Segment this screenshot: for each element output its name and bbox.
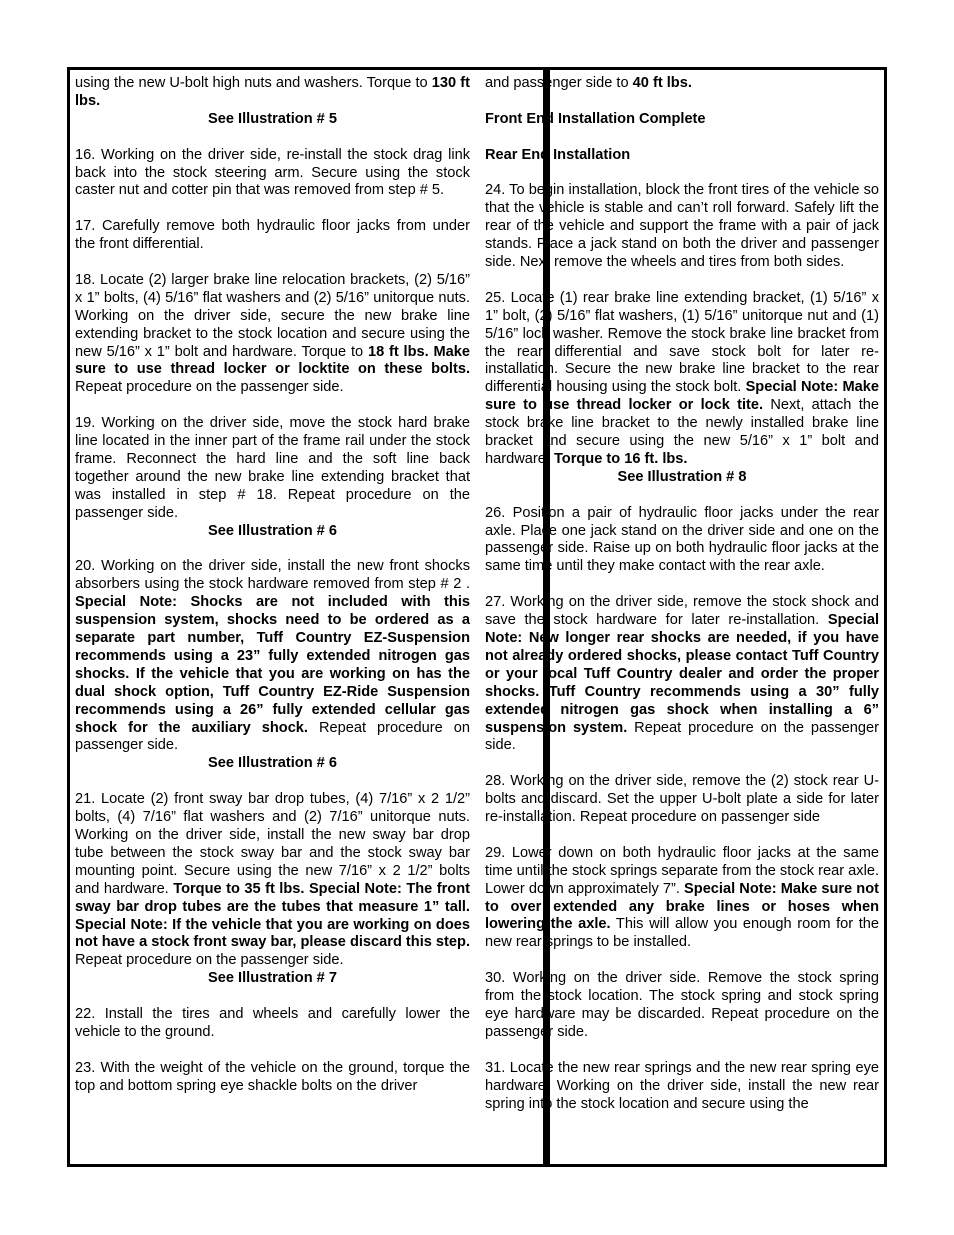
step-16: 16. Working on the driver side, re-install the stock drag link back into the stock steering arm. Secure using the stock caster nut and cotter pin that was removed from step # 5. [75, 146, 470, 199]
illustration-6-ref-b: See Illustration # 6 [208, 755, 337, 772]
step-24: 24. To begin installation, block the front tires of the vehicle so that the vehicle is stable and can’t roll forward. Safely lift the rear of the vehicle and support the frame with a pair of jack stands. Place a jack stand on both the driver and passenger side. Next remove the wheels and tires from both sides. [485, 182, 879, 271]
step-27: 27. Working on the driver side, remove the stock shock and save the stock hardware for later re-installation. Special Note: New longer rear shocks are needed, if you have not already ordered shocks, please contact Tuff Country or your local Tuff Country dealer and order the proper shocks. Tuff Country recommends using a 30” fully extended nitrogen gas shock when installing a 6” suspension system. Repeat procedure on the passenger side. [485, 594, 880, 754]
step-25: 25. Locate (1) rear brake line extending bracket, (1) 5/16” x 1” bolt, (2) 5/16” flat washers, (1) 5/16” unitorque nut and (1) 5/16” lock washer. Remove the stock brake line bracket from the rear differential and save stock bolt for later re-installation. Secure the new brake line bracket to the rear differential housing using the stock bolt. Special Note: Make sure to use thread locker or lock tite. Next, attach the stock brake line bracket to the newly installed brake line bracket and secure using the new 5/16” x 1” bolt and hardware. Torque to 16 ft. lbs. [485, 289, 879, 467]
page-frame [67, 67, 887, 1167]
step-31: 31. Locate the new rear springs and the new rear spring eye hardware. Working on the driver side, install the new rear spring into the stock location and secure using the [485, 1059, 879, 1112]
step-22: 22. Install the tires and wheels and carefully lower the vehicle to the ground. [75, 1006, 470, 1040]
step-18: 18. Locate (2) larger brake line relocation brackets, (2) 5/16” x 1” bolts, (4) 5/16” flat washers and (2) 5/16” unitorque nuts. Working on the driver side, secure the new brake line extending bracket to the stock location and secure using the new 5/16” x 1” bolt and hardware. Torque to 18 ft lbs. Make sure to use thread locker or locktite on these bolts. Repeat procedure on the passenger side. [75, 271, 470, 396]
illustration-5-ref: See Illustration # 5 [208, 110, 337, 127]
left-intro-paragraph: using the new U-bolt high nuts and washers. Torque to 130 ft lbs. [75, 75, 470, 109]
step-23: 23. With the weight of the vehicle on the ground, torque the top and bottom spring eye shackle bolts on the driver [75, 1059, 470, 1094]
front-end-complete-heading: Front End Installation Complete [485, 110, 706, 127]
step-29: 29. Lower down on both hydraulic floor jacks at the same time until the stock springs separate from the stock rear axle. Lower down approximately 7”. Special Note: Make sure not to over extended any brake lines or hoses when lowering the axle. This will allow you enough room for the new rear springs to be installed. [485, 844, 879, 951]
right-column [485, 75, 879, 1113]
step-19: 19. Working on the driver side, move the stock hard brake line located in the inner part of the frame rail under the stock frame. Reconnect the hard line and the soft line back together around the new brake line extending bracket that was installed in step # 18. Repeat procedure on the passenger side. [75, 415, 470, 521]
step-17: 17. Carefully remove both hydraulic floor jacks from under the front differential. [75, 218, 470, 253]
illustration-6-ref-a: See Illustration # 6 [208, 522, 337, 539]
illustration-7-ref: See Illustration # 7 [208, 970, 337, 987]
illustration-8-ref: See Illustration # 8 [617, 468, 747, 485]
step-26: 26. Position a pair of hydraulic floor jacks under the rear axle. Place one jack stand on the driver side and one on the passenger side. Raise up on both hydraulic floor jacks at the same time until they make contact with the rear axle. [485, 504, 879, 575]
step-21: 21. Locate (2) front sway bar drop tubes, (4) 7/16” x 2 1/2” bolts, (4) 7/16” flat washers and (2) 7/16” unitorque nuts. Working on the driver side, install the new sway bar drop tube between the stock sway bar and the stock sway bar mounting point. Secure using the new 7/16” x 2 1/2” bolts and hardware. Torque to 35 ft lbs. Special Note: The front sway bar drop tubes are the tubes that measure 1” tall. Special Note: If the vehicle that you are working on does not have a stock front sway bar, please discard this step. Repeat procedure on the passenger side. [75, 791, 470, 969]
step-30: 30. Working on the driver side. Remove the stock spring from the stock location. The stock spring and stock spring eye hardware may be discarded. Repeat procedure on the passenger side. [485, 970, 879, 1040]
rear-end-installation-heading: Rear End Installation [485, 146, 631, 163]
step-28: 28. Working on the driver side, remove the (2) stock rear U-bolts and discard. Set the upper U-bolt plate a side for later re-installation. Repeat procedure on passenger side [485, 773, 879, 826]
left-column [75, 75, 470, 1096]
right-intro-paragraph: and passenger side to 40 ft lbs. [485, 75, 692, 91]
step-20: 20. Working on the driver side, install the new front shocks absorbers using the stock hardware removed from step # 2 . Special Note: Shocks are not included with this suspension system, shocks need to be ordered as a separate part number, Tuff Country EZ-Suspension recommends using a 23” fully extended nitrogen gas shocks. If the vehicle that you are working on has the dual shock option, Tuff Country EZ-Ride Suspension recommends using a 26” fully extended cellular gas shock for the auxiliary shock. Repeat procedure on passenger side. [75, 558, 470, 754]
